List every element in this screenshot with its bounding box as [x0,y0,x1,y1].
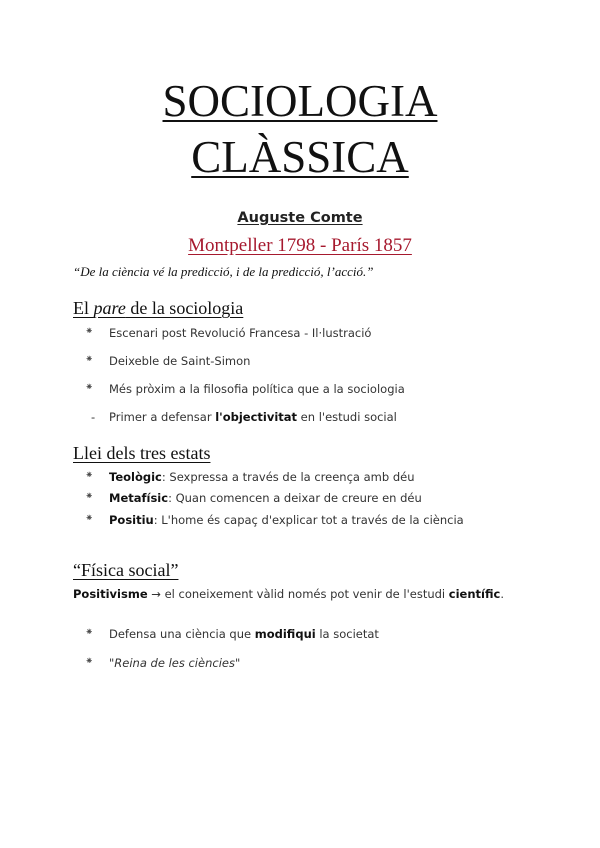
list-item-text [109,491,422,505]
section-heading-fisica-social: “Física social” [73,560,179,580]
bold-term: Metafísic [109,491,169,505]
quote: “De la ciència vé la predicció, i de la predicció, l’acció.” [73,264,374,279]
author-name: Auguste Comte [237,210,363,226]
text-run: → el coneixement vàlid només pot venir de l'estudi [147,587,449,601]
list-item-text [109,627,379,641]
list-item-text [109,410,397,424]
list-item-text: Deixeble de Saint-Simon [109,354,251,368]
text-run: la societat [315,627,379,641]
bullet-icon: ⁕ [85,627,94,638]
bullet-icon: ⁕ [85,656,94,667]
bullet-icon: ⁕ [85,354,94,365]
list-item-text [109,470,414,484]
title-line-2: CLÀSSICA [191,132,409,182]
heading-text: de la sociologia [125,298,244,318]
section-heading-pare [73,298,243,319]
list-item-text: Escenari post Revolució Francesa - Il·lustració [109,326,372,340]
bold-term: l'objectivitat [215,410,298,424]
title-line-1: SOCIOLOGIA [162,76,438,126]
text-run: . [500,587,504,601]
bold-term: Positiu [109,513,154,527]
text-run: : L'home és capaç d'explicar tot a través de la ciència [153,513,464,527]
text-run: : Quan comencen a deixar de creure en déu [168,491,422,505]
bold-term: Teològic [109,470,162,484]
list-item-text [109,513,464,527]
bold-term: modifiqui [254,627,316,641]
bullet-icon: ⁕ [85,513,94,524]
list-item-text: Més pròxim a la filosofia política que a la sociologia [109,382,405,396]
text-run: en l'estudi social [297,410,397,424]
text-run: Primer a defensar [109,410,216,424]
dash-icon: - [91,410,96,424]
bullet-icon: ⁕ [85,382,94,393]
italic-text: "Reina de les ciències" [109,656,241,670]
heading-italic: pare [93,298,126,318]
text-run: : Sexpressa a través de la creença amb déu [161,470,415,484]
positivisme-line [73,587,504,601]
bold-term: científic [448,587,501,601]
bullet-icon: ⁕ [85,326,94,337]
bullet-icon: ⁕ [85,470,94,481]
text-run: Defensa una ciència que [109,627,255,641]
bold-term: Positivisme [73,587,148,601]
list-item-text [109,656,240,670]
heading-text: El [73,298,94,318]
section-heading-tres-estats: Llei dels tres estats [73,443,211,463]
bullet-icon: ⁕ [85,491,94,502]
author-dates: Montpeller 1798 - París 1857 [188,235,412,256]
